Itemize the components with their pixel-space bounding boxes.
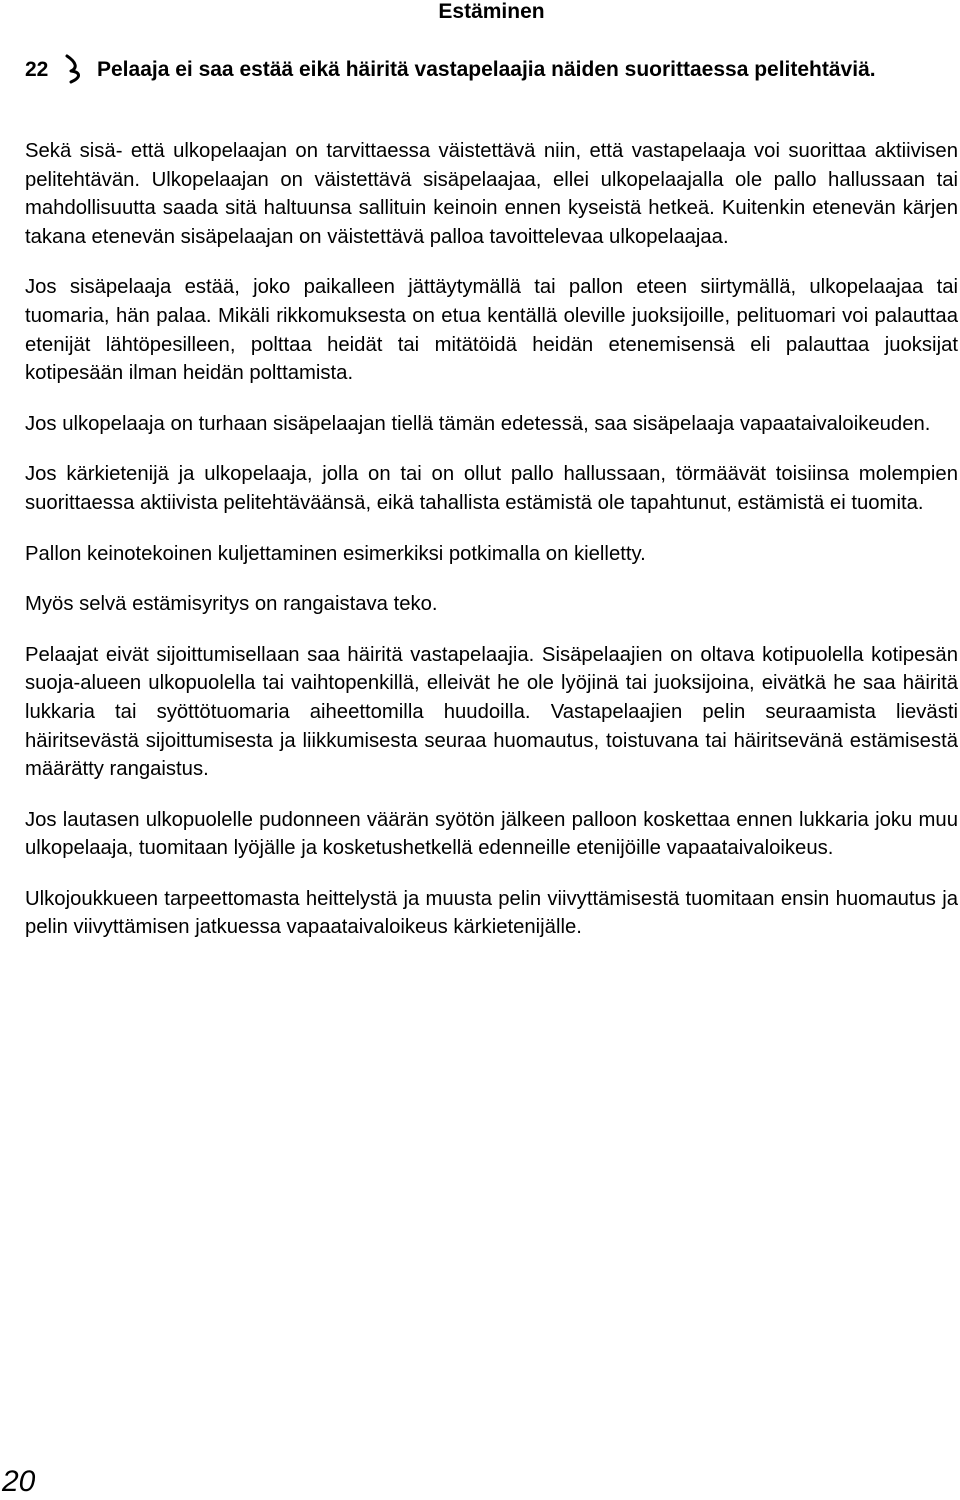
body-text [25, 137, 958, 964]
paragraph: Jos kärkietenijä ja ulkopelaaja, jolla on tai on ollut pallo hallussaan, törmäävät toisiinsa molempien suorittaessa aktiivista pelitehtäväänsä, eikä tahallista estämistä ole tapahtunut, estämistä ei tuomita. [25, 463, 958, 514]
paragraph: Pelaajat eivät sijoittumisellaan saa häiritä vastapelaajia. Sisäpelaajien on oltava kotipuolella kotipesän suoja-alueen ulkopuolella tai vaihtopenkillä, elleivät he ole lyöjinä tai juoksijoina, eivätkä he saa häiritä lukkaria tai syöttötuomaria aiheettomilla huudoilla. Vastapelaajien pelin seuraamista lievästi häiritsevästä sijoittumisesta ja liikkumisesta seuraa huomautus, toistuvana tai häiritsevänä estämisestä määrätty rangaistus. [25, 643, 958, 781]
page-heading: Estäminen [438, 0, 545, 23]
page-number: 20 [2, 1465, 36, 1498]
paragraph: Jos sisäpelaaja estää, joko paikalleen jättäytymällä tai pallon eteen siirtymällä, ulkopelaajaa tai tuomaria, hän palaa. Mikäli rikkomuksesta on etua kentällä oleville juoksijoille, pelituomari voi palauttaa etenijät lähtöpesilleen, polttaa heidät tai mitätöidä heidän etenemisensä eli palauttaa juoksijat kotipesään ilman heidän polttamista. [25, 276, 958, 385]
paragraph: Jos ulkopelaaja on turhaan sisäpelaajan tiellä tämän edetessä, saa sisäpelaaja vapaataivaloikeuden. [25, 412, 931, 435]
section-sign-icon [51, 54, 97, 84]
paragraph: Ulkojoukkueen tarpeettomasta heittelystä ja muusta pelin viivyttämisestä tuomitaan ensin huomautus ja pelin viivyttämisen jatkuessa vapaataivaloikeus kärkietenijälle. [25, 887, 958, 939]
paragraph: Myös selvä estämisyritys on rangaistava teko. [25, 593, 438, 616]
paragraph: Pallon keinotekoinen kuljettaminen esimerkiksi potkimalla on kielletty. [25, 542, 646, 565]
section-title [25, 54, 960, 84]
paragraph: Jos lautasen ulkopuolelle pudonneen väärän syötön jälkeen palloon koskettaa ennen lukkaria joku muu ulkopelaaja, tuomitaan lyöjälle ja kosketushetkellä edenneille etenijöille vapaataivaloikeus. [25, 808, 958, 860]
section-title-text: Pelaaja ei saa estää eikä häiritä vastapelaajia näiden suorittaessa pelitehtäviä. [97, 58, 876, 81]
section-number: 22 [25, 58, 49, 81]
paragraph: Sekä sisä- että ulkopelaajan on tarvittaessa väistettävä niin, että vastapelaaja voi suorittaa aktiivisen pelitehtävän. Ulkopelaajan on väistettävä sisäpelaajaa, ellei ulkopelaajalla ole pallo hallussaan tai mahdollisuutta saada sitä haltuunsa sallituin keinoin ennen kyseistä hetkeä. Kuitenkin etenevän kärjen takana etenevän sisäpelaajan on väistettävä palloa tavoittelevaa ulkopelaajaa. [25, 140, 958, 248]
